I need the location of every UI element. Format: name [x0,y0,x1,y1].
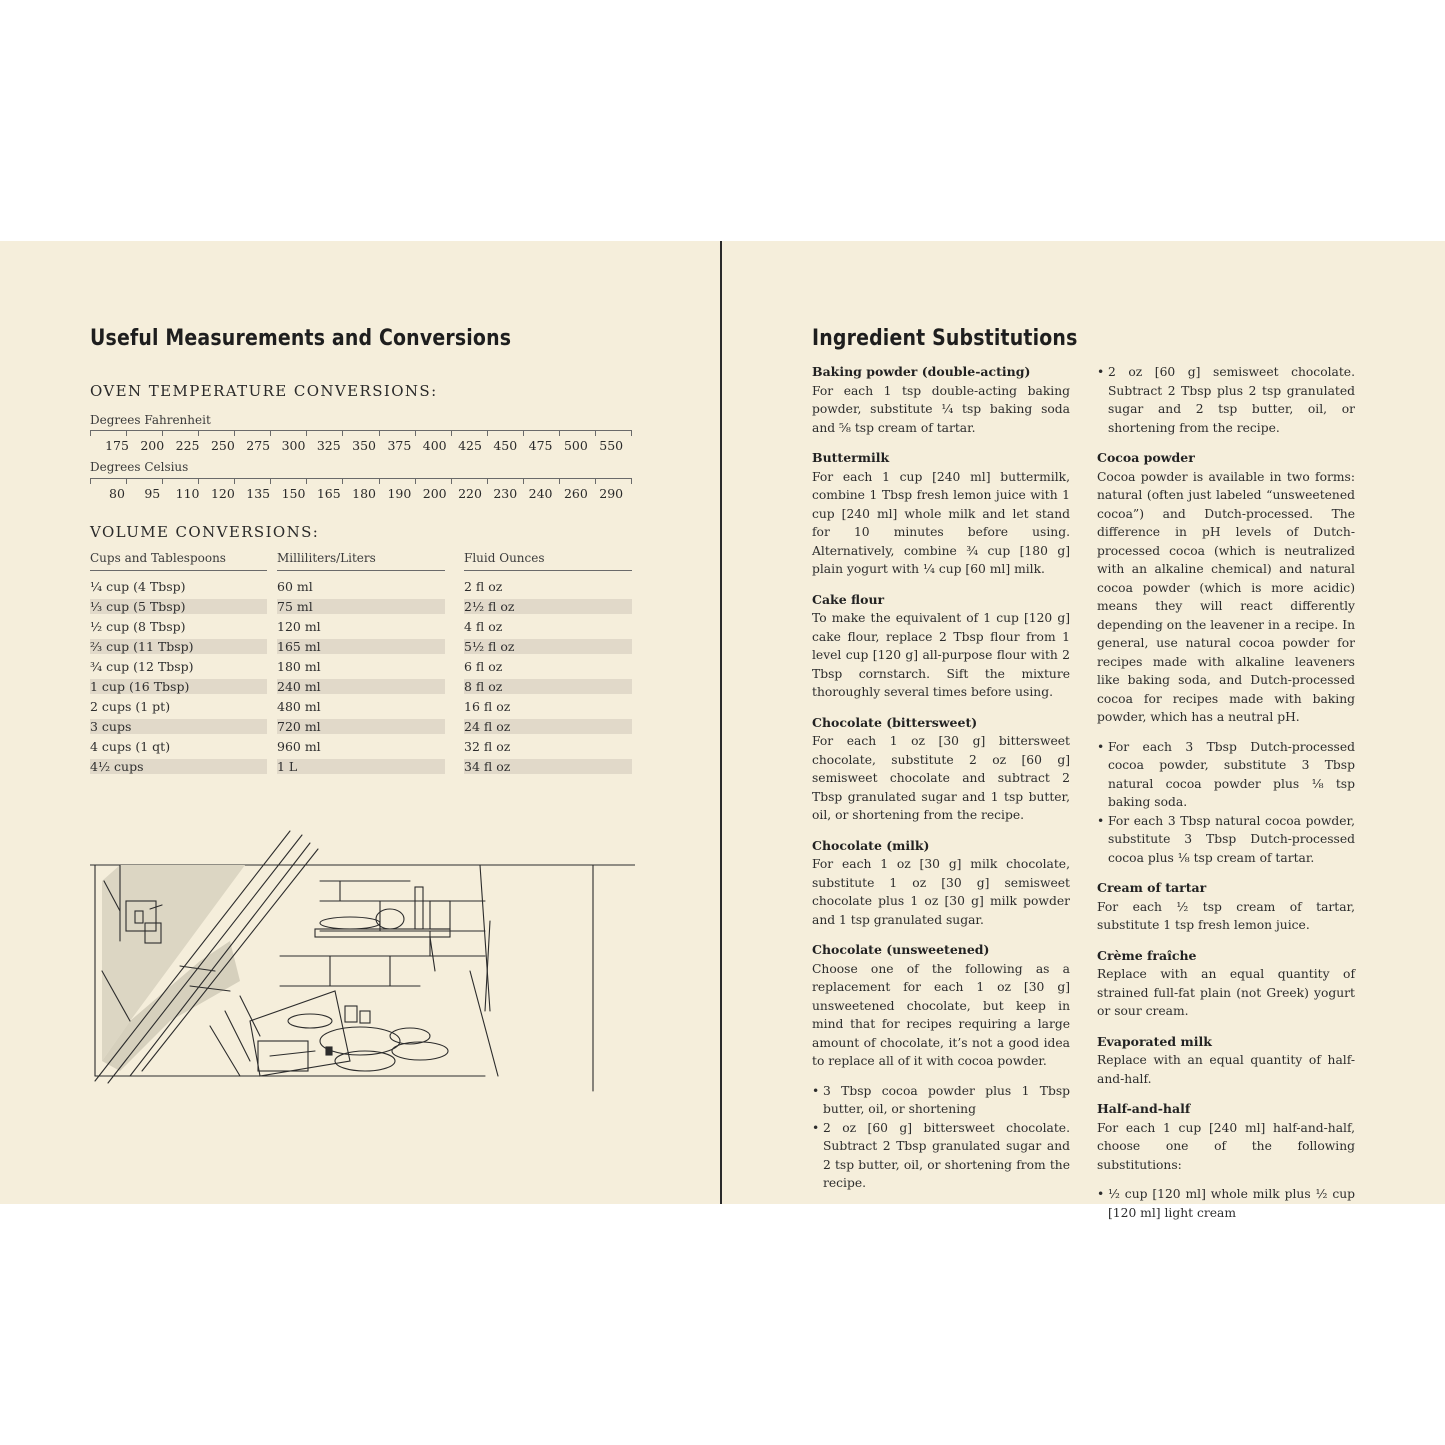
cream-of-tartar-text: For each ½ tsp cream of tartar, substitute 1 tsp fresh lemon juice. [1097,899,1355,932]
cake-flour-text: To make the equivalent of 1 cup [120 g] cake flour, replace 2 Tbsp flour from 1 level cup [120 g] all-purpose flour with 2 Tbsp cornstarch. Sift the mixture thoroughly several times before using. [812,611,1070,699]
table-cell: 16 fl oz [464,699,511,714]
celsius-label: Degrees Celsius [90,460,189,474]
list-item: • 3 Tbsp cocoa powder plus 1 Tbsp butter, oil, or shortening [812,1082,1070,1119]
half-and-half-heading: Half-and-half [1097,1101,1191,1116]
volume-table [90,551,632,774]
chocolate-bittersweet-heading: Chocolate (bittersweet) [812,714,978,730]
table-cell: 480 ml [277,699,321,714]
table-cell: 1 L [277,759,298,774]
table-cell: 120 ml [277,619,321,634]
table-cell: ¼ cup (4 Tbsp) [90,579,186,594]
table-cell: 24 fl oz [464,719,511,734]
celsius-value: 180 [352,486,377,501]
table-cell: 2½ fl oz [464,599,515,614]
creme-fraiche-heading: Crème fraîche [1097,947,1197,963]
fahrenheit-value: 425 [458,438,482,453]
chocolate-milk-text: For each 1 oz [30 g] milk chocolate, substitute 1 oz [30 g] semisweet chocolate plus 1 oz [30 g] milk powder and 1 tsp granulated sugar. [812,857,1070,927]
celsius-value: 190 [387,486,412,501]
fahrenheit-value: 500 [563,438,588,453]
celsius-value: 260 [563,486,588,501]
table-cell: 720 ml [277,719,321,734]
fahrenheit-value: 350 [352,438,377,453]
header-cups: Cups and Tablespoons [90,551,226,565]
fahrenheit-value: 550 [599,438,624,453]
fahrenheit-value: 275 [246,438,271,453]
cake-flour-heading: Cake flour [812,591,885,607]
table-cell: 4 cups (1 qt) [90,739,171,754]
cocoa-powder-text: Cocoa powder is available in two forms: natural (often just labeled “unsweetened cocoa”) and Dutch-processed. The difference in pH levels of Dutch-processed cocoa (which is neutralized with an alkaline chemical) and natural cocoa powder (which is more acidic) means they will react differently depending on the leavener in a recipe. In general, use natural cocoa powder for recipes made with alkaline leaveners like baking soda, and Dutch-processed cocoa for recipes made with baking powder, which has a neutral pH. [1097,469,1355,724]
table-cell: 8 fl oz [464,679,503,694]
fahrenheit-ticks [90,430,632,436]
fahrenheit-value: 225 [175,438,200,453]
cocoa-powder-list [1097,738,1355,868]
celsius-value: 135 [246,486,271,501]
half-and-half-list [1097,1185,1355,1222]
chocolate-milk-heading: Chocolate (milk) [812,837,930,853]
celsius-value: 150 [281,486,306,501]
celsius-value: 120 [210,486,235,501]
table-cell: 6 fl oz [464,659,503,674]
half-and-half-text: For each 1 cup [240 ml] half-and-half, choose one of the following substitutions: [1097,1120,1355,1172]
table-cell: ½ cup (8 Tbsp) [90,619,186,634]
table-cell: 3 cups [90,719,132,734]
baking-powder-text: For each 1 tsp double-acting baking powder, substitute ¼ tsp baking soda and ⅝ tsp cream of tartar. [812,383,1070,435]
table-cell: 75 ml [277,599,313,614]
header-milliliters: Milliliters/Liters [277,551,376,565]
celsius-value: 200 [422,486,447,501]
page-gutter [720,241,722,1204]
table-cell: ¾ cup (12 Tbsp) [90,659,194,674]
table-cell: ⅔ cup (11 Tbsp) [90,639,194,654]
header-fluid-ounces: Fluid Ounces [464,551,545,565]
table-cell: 960 ml [277,739,321,754]
list-item: • For each 3 Tbsp natural cocoa powder, substitute 3 Tbsp Dutch-processed cocoa plus ⅛ tsp cream of tartar. [1097,812,1355,868]
volume-table-body [90,577,632,777]
volume-table-header [90,551,632,571]
celsius-value: 240 [528,486,553,501]
table-cell: 2 fl oz [464,579,503,594]
celsius-value: 290 [599,486,624,501]
table-row [90,677,632,697]
cream-of-tartar-heading: Cream of tartar [1097,880,1207,895]
table-cell: 5½ fl oz [464,639,515,654]
left-page-title: Useful Measurements and Conversions [90,326,512,351]
celsius-value: 230 [493,486,518,501]
table-row [90,657,632,677]
list-item: • ½ cup [120 ml] whole milk plus ½ cup [120 ml] light cream [1097,1185,1355,1222]
substitutions-column-1 [812,363,1070,1193]
table-cell: 4½ cups [90,759,144,774]
celsius-value: 80 [109,486,125,501]
fahrenheit-value: 300 [281,438,306,453]
table-cell: 1 cup (16 Tbsp) [90,679,190,694]
evaporated-milk-heading: Evaporated milk [1097,1033,1212,1049]
celsius-value: 220 [458,486,482,501]
table-cell: 180 ml [277,659,321,674]
table-row [90,617,632,637]
table-cell: 4 fl oz [464,619,503,634]
table-row [90,737,632,757]
book-spread [0,241,1445,1220]
fahrenheit-value: 450 [493,438,518,453]
table-cell: 165 ml [277,639,321,654]
table-row [90,757,632,777]
table-row [90,577,632,597]
celsius-ticks [90,478,632,484]
celsius-value: 110 [175,486,200,501]
list-item: • 2 oz [60 g] bittersweet chocolate. Subtract 2 Tbsp granulated sugar and 2 tsp butter, oil, or shortening from the recipe. [812,1119,1070,1193]
table-cell: 240 ml [277,679,321,694]
evaporated-milk-text: Replace with an equal quantity of half-and-half. [1097,1053,1355,1086]
baking-powder-heading: Baking powder (double-acting) [812,364,1031,379]
oven-heading: OVEN TEMPERATURE CONVERSIONS: [90,382,438,400]
table-cell: 32 fl oz [464,739,511,754]
fahrenheit-value: 400 [422,438,447,453]
list-item: • 2 oz [60 g] semisweet chocolate. Subtract 2 Tbsp plus 2 tsp granulated sugar and 2 tsp butter, oil, or shortening from the recipe. [1097,363,1355,437]
chocolate-unsweetened-text: Choose one of the following as a replacement for each 1 oz [30 g] unsweetened chocolate, but keep in mind that for recipes requiring a large amount of chocolate, it’s not a good idea to replace all of it with cocoa powder. [812,961,1070,1068]
table-cell: 2 cups (1 pt) [90,699,171,714]
fahrenheit-values [100,438,632,456]
table-cell: 34 fl oz [464,759,511,774]
fahrenheit-value: 325 [316,438,341,453]
list-item: • For each 3 Tbsp Dutch-processed cocoa powder, substitute 3 Tbsp natural cocoa powder plus ⅛ tsp baking soda. [1097,738,1355,812]
table-cell: ⅓ cup (5 Tbsp) [90,599,186,614]
fahrenheit-value: 475 [528,438,553,453]
chocolate-unsweetened-list [812,1082,1070,1193]
celsius-value: 165 [316,486,341,501]
substitutions-column-2 [1097,363,1355,1222]
fahrenheit-label: Degrees Fahrenheit [90,413,211,427]
table-row [90,697,632,717]
kitchen-sketch-illustration [90,821,635,1141]
chocolate-bittersweet-text: For each 1 oz [30 g] bittersweet chocolate, substitute 2 oz [60 g] semisweet chocolate and subtract 2 Tbsp granulated sugar and 1 tsp butter, oil, or shortening from the recipe. [812,734,1070,822]
chocolate-unsweetened-heading: Chocolate (unsweetened) [812,942,990,957]
right-page-title: Ingredient Substitutions [812,326,1078,351]
table-row [90,637,632,657]
table-row [90,597,632,617]
cocoa-powder-heading: Cocoa powder [1097,450,1195,465]
celsius-value: 95 [144,486,161,501]
buttermilk-heading: Buttermilk [812,450,890,465]
fahrenheit-value: 250 [210,438,235,453]
table-cell: 60 ml [277,579,313,594]
table-row [90,717,632,737]
creme-fraiche-text: Replace with an equal quantity of strained full-fat plain (not Greek) yogurt or sour cream. [1097,967,1355,1018]
fahrenheit-value: 200 [140,438,165,453]
volume-heading: VOLUME CONVERSIONS: [90,523,320,541]
fahrenheit-value: 375 [387,438,412,453]
fahrenheit-value: 175 [105,438,129,453]
buttermilk-text: For each 1 cup [240 ml] buttermilk, combine 1 Tbsp fresh lemon juice with 1 cup [240 ml] whole milk and let stand for 10 minutes before using. Alternatively, combine ¾ cup [180 g] plain yogurt with ¼ cup [60 ml] milk. [812,469,1070,576]
celsius-values [100,486,632,504]
